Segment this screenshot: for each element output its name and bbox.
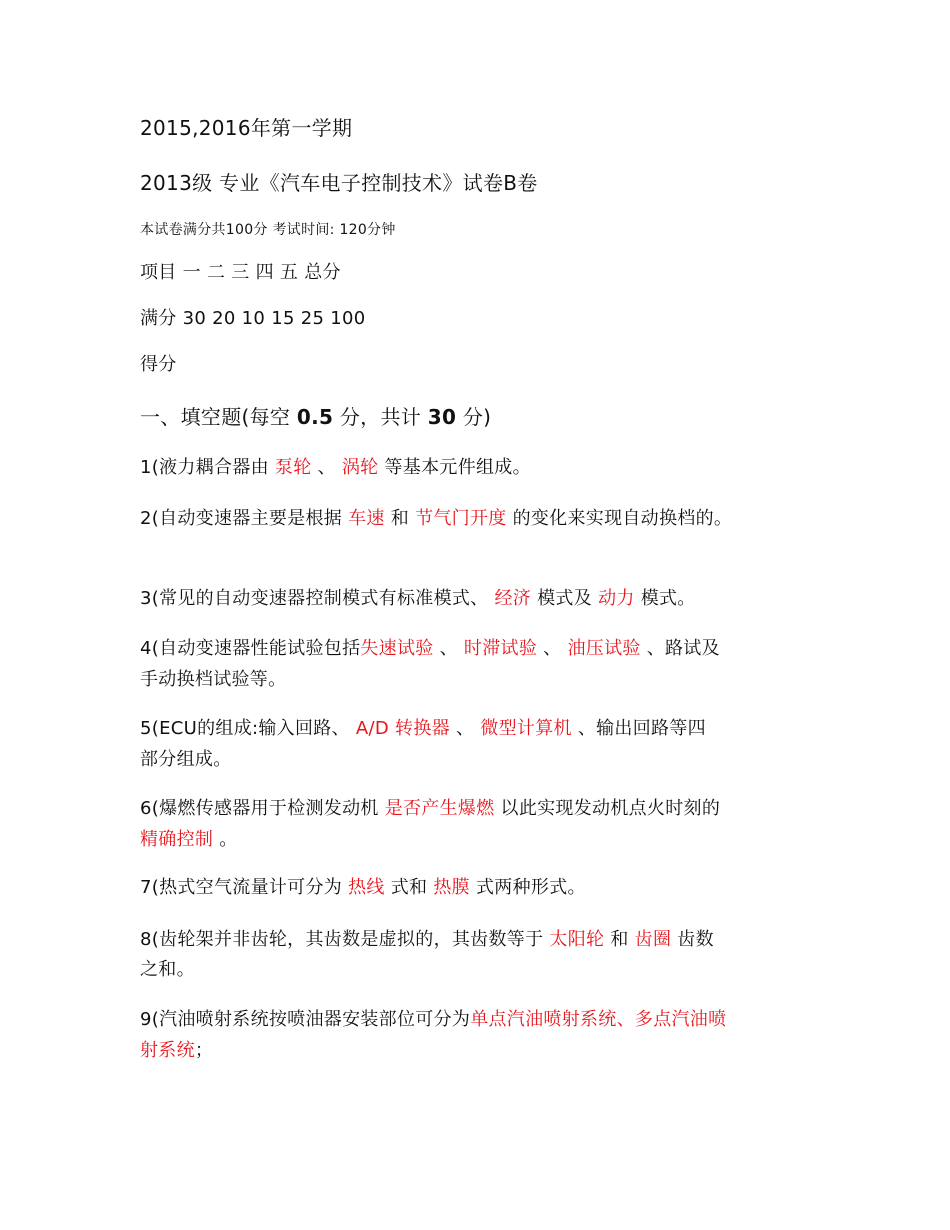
question-text: 1(液力耦合器由 — [140, 457, 275, 478]
answer: 多点汽油喷 — [634, 1009, 727, 1030]
answer: A/D 转换器 — [355, 718, 450, 739]
semester-title: 2015,2016年第一学期 — [140, 116, 353, 140]
question-text: 的变化来实现自动换档的。 — [506, 508, 733, 529]
question-8 — [140, 928, 714, 952]
answer: 热线 — [348, 877, 385, 898]
question-text: 模式及 — [531, 588, 599, 609]
heading-text: 一、填空题(每空 — [140, 405, 297, 429]
question-text: 、 — [433, 638, 464, 659]
answer: 、 — [616, 1009, 635, 1030]
question-text: 以此实现发动机点火时刻的 — [494, 798, 721, 819]
question-text: 和 — [604, 929, 635, 950]
question-text: 等基本元件组成。 — [378, 457, 531, 478]
question-6 — [140, 797, 720, 821]
answer: 是否产生爆燃 — [384, 798, 495, 819]
question-1 — [140, 456, 531, 480]
answer: 微型计算机 — [480, 718, 572, 739]
question-7 — [140, 876, 586, 900]
question-text: 9(汽油喷射系统按喷油器安装部位可分为 — [140, 1009, 471, 1030]
question-text: 2(自动变速器主要是根据 — [140, 508, 349, 529]
question-text: 齿数 — [671, 929, 714, 950]
heading-total: 30 — [427, 405, 457, 429]
answer: 节气门开度 — [415, 508, 507, 529]
answer: 经济 — [494, 588, 532, 609]
question-text: 、路试及 — [640, 638, 720, 659]
question-text: 、 — [311, 457, 342, 478]
question-text: 、 — [449, 718, 481, 739]
question-text: 。 — [213, 829, 238, 850]
answer: 车速 — [348, 508, 385, 529]
answer: 单点汽油喷射系统 — [470, 1009, 617, 1030]
heading-text: 分) — [456, 405, 492, 429]
question-text: 7(热式空气流量计可分为 — [140, 877, 349, 898]
answer: 动力 — [598, 588, 635, 609]
answer: 时滞试验 — [463, 638, 538, 659]
question-text: 8(齿轮架并非齿轮，其齿数是虚拟的，其齿数等于 — [140, 929, 550, 950]
question-5-cont: 部分组成。 — [140, 749, 232, 770]
question-6-cont — [140, 828, 238, 852]
score-row-full: 满分 30 20 10 15 25 100 — [140, 308, 366, 329]
question-4 — [140, 637, 720, 661]
question-9-cont — [140, 1039, 213, 1063]
question-text: 3(常见的自动变速器控制模式有标准模式、 — [140, 588, 495, 609]
exam-info: 本试卷满分共100分 考试时间: 120分钟 — [140, 222, 396, 238]
section-heading — [140, 403, 491, 431]
question-text: 式两种形式。 — [469, 877, 586, 898]
answer: 泵轮 — [274, 457, 312, 478]
question-text: 、输出回路等四 — [571, 718, 706, 739]
heading-points: 0.5 — [296, 405, 334, 429]
exam-title: 2013级 专业《汽车电子控制技术》试卷B卷 — [140, 171, 538, 195]
answer: 精确控制 — [140, 829, 214, 850]
question-9 — [140, 1008, 726, 1032]
question-8-cont: 之和。 — [140, 959, 195, 980]
answer: 油压试验 — [567, 638, 641, 659]
answer: 失速试验 — [360, 638, 434, 659]
answer: 射系统 — [140, 1040, 195, 1061]
question-text: 和 — [384, 508, 416, 529]
answer: 热膜 — [433, 877, 470, 898]
answer: 太阳轮 — [549, 929, 605, 950]
score-row-got: 得分 — [140, 354, 177, 375]
question-2 — [140, 507, 732, 531]
question-text: 模式。 — [634, 588, 696, 609]
question-text: 5(ECU的组成:输入回路、 — [140, 718, 356, 739]
question-5 — [140, 717, 706, 741]
question-text: 4(自动变速器性能试验包括 — [140, 638, 361, 659]
heading-text: 分，共计 — [333, 405, 428, 429]
score-row-items: 项目 一 二 三 四 五 总分 — [140, 262, 341, 283]
answer: 齿圈 — [634, 929, 672, 950]
question-text: 式和 — [384, 877, 434, 898]
question-text: 6(爆燃传感器用于检测发动机 — [140, 798, 385, 819]
question-text: ； — [194, 1040, 214, 1061]
question-4-cont: 手动换档试验等。 — [140, 669, 287, 690]
answer: 涡轮 — [341, 457, 379, 478]
question-3 — [140, 587, 696, 611]
question-text: 、 — [537, 638, 568, 659]
